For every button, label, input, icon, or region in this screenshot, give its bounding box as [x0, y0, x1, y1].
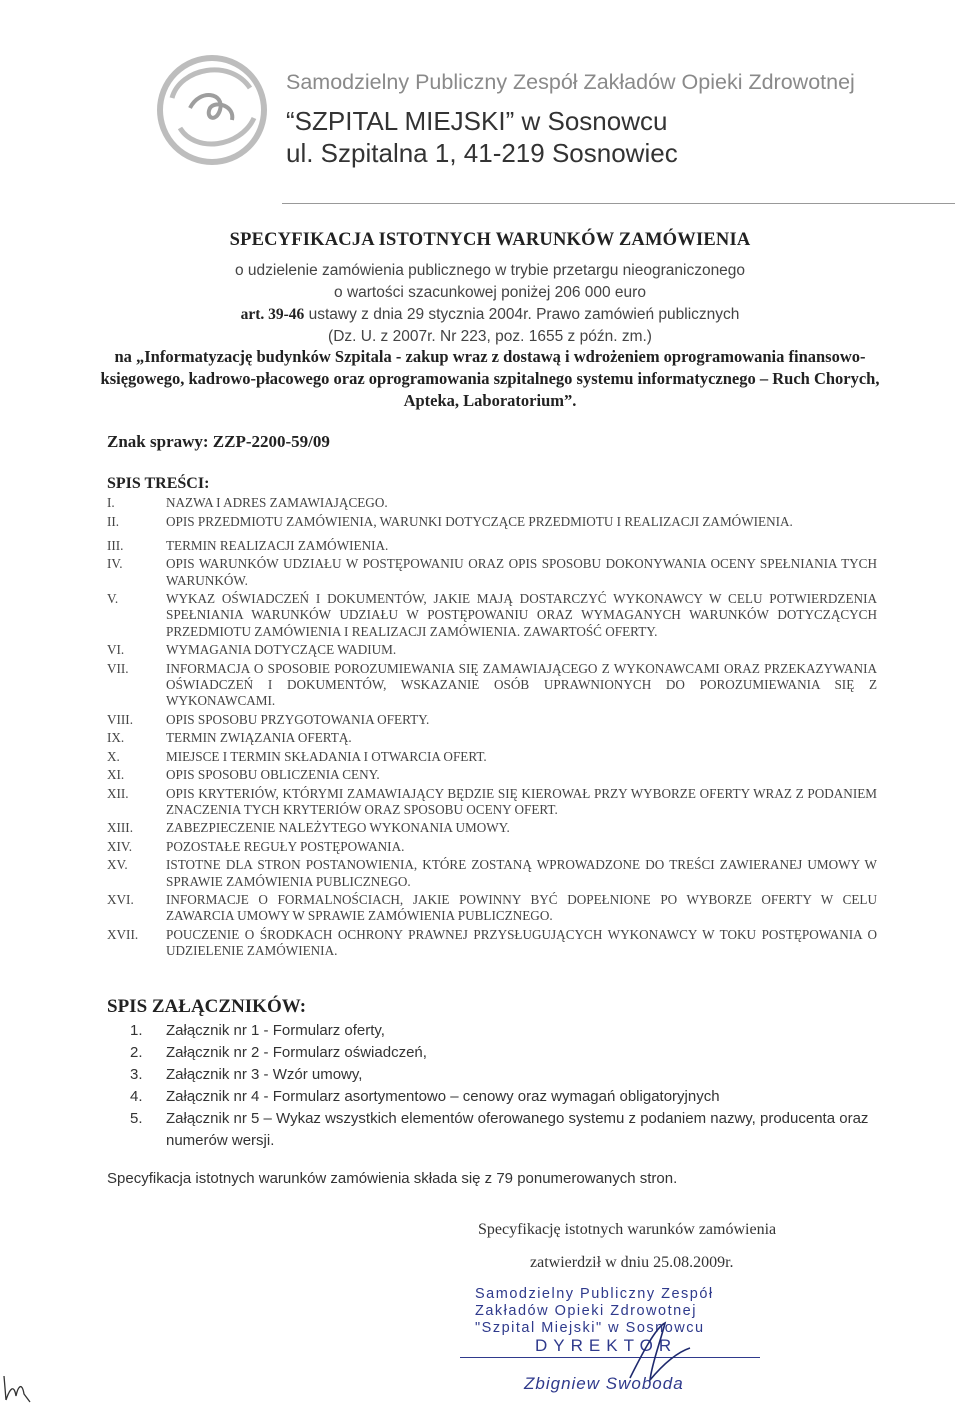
toc-item	[107, 495, 877, 511]
attachment-text: Załącznik nr 4 - Formularz asortymentowo – cenowy oraz wymagań obligatoryjnych	[166, 1088, 720, 1105]
toc-item	[107, 820, 877, 836]
toc-item-number: VI.	[107, 642, 125, 658]
toc-item	[107, 642, 877, 658]
attachment-text: Załącznik nr 2 - Formularz oświadczeń,	[166, 1044, 427, 1061]
toc-item-number: XVI.	[107, 891, 134, 907]
toc-item	[107, 927, 877, 960]
attachment-item	[130, 1042, 870, 1064]
toc-item-number: IV.	[107, 556, 123, 572]
toc-item	[107, 591, 877, 640]
toc-item-text: OPIS PRZEDMIOTU ZAMÓWIENIA, WARUNKI DOTYCZĄCE PRZEDMIOTU I REALIZACJI ZAMÓWIENIA.	[166, 514, 793, 530]
attachment-text: Załącznik nr 1 - Formularz oferty,	[166, 1022, 385, 1039]
toc-item	[107, 857, 877, 890]
hospital-name: “SZPITAL MIEJSKI” w Sosnowcu	[286, 106, 668, 136]
attachments-heading: SPIS ZAŁĄCZNIKÓW:	[107, 996, 307, 1017]
document-title: SPECYFIKACJA ISTOTNYCH WARUNKÓW ZAMÓWIENIA	[229, 230, 751, 250]
attachments-list	[130, 1020, 870, 1152]
toc-item-number: XVII.	[107, 926, 139, 942]
toc-item-text: TERMIN ZWIĄZANIA OFERTĄ.	[166, 730, 352, 746]
toc-item-text: WYKAZ OŚWIADCZEŃ I DOKUMENTÓW, JAKIE MAJĄ DOSTARCZYĆ WYKONAWCY W CELU POTWIERDZENIA SPEŁNIANIA WARUNKÓW UDZIAŁU W POSTĘPOWANIU ORAZ WYMAGANYCH WARUNKÓW DOTYCZĄCYCH PRZEDMIOTU ZAMÓWIENIA I REALIZACJI ZAMÓWIENIA. ZAWARTOŚĆ OFERTY.	[166, 591, 877, 639]
attachment-number: 2.	[130, 1044, 143, 1061]
toc-item-text: INFORMACJA O SPOSOBIE POROZUMIEWANIA SIĘ ZAMAWIAJĄCEGO Z WYKONAWCAMI ORAZ PRZEKAZYWANIA OŚWIADCZEŃ I DOKUMENTÓW, WSKAZANIE OSÓB UPRAWNIONYCH DO POROZUMIEWANIA SIĘ Z WYKONAWCAMI.	[166, 660, 877, 709]
title-line-3	[100, 304, 880, 326]
case-number: Znak sprawy: ZZP-2200-59/09	[107, 432, 330, 451]
stamp-line-3: "Szpital Miejski" w Sosnowcu	[475, 1320, 705, 1336]
toc-item	[107, 730, 877, 746]
stamp-line-1: Samodzielny Publiczny Zespół	[475, 1286, 714, 1302]
attachment-item	[130, 1064, 870, 1086]
header-divider	[282, 203, 955, 204]
toc-item	[107, 749, 877, 765]
procurement-subject: na „Informatyzację budynków Szpitala - zakup wraz z dostawą i wdrożeniem oprogramowania finansowo-księgowego, kadrowo-płacowego oraz oprogramowania szpitalnego systemu informatycznego – Ruch Chorych, Apteka, Laboratorium”.	[100, 347, 880, 410]
attachment-text: Załącznik nr 3 - Wzór umowy,	[166, 1066, 363, 1083]
toc-item-text: OPIS WARUNKÓW UDZIAŁU W POSTĘPOWANIU ORAZ OPIS SPOSOBU DOKONYWANIA OCENY SPEŁNIANIA TYCH WARUNKÓW.	[166, 556, 877, 588]
stamp-name: Zbigniew Swoboda	[524, 1374, 684, 1393]
toc-item	[107, 786, 877, 819]
toc-item-text: OPIS SPOSOBU PRZYGOTOWANIA OFERTY.	[166, 711, 430, 727]
attachment-text: Załącznik nr 5 – Wykaz wszystkich elementów oferowanego systemu z podaniem nazwy, producenta oraz numerów wersji.	[166, 1110, 869, 1149]
toc-item-text: ZABEZPIECZENIE NALEŻYTEGO WYKONANIA UMOWY.	[166, 820, 510, 836]
stamp-title: DYREKTOR	[535, 1336, 678, 1355]
toc-item-text: WYMAGANIA DOTYCZĄCE WADIUM.	[166, 642, 397, 658]
toc-item-number: VII.	[107, 660, 129, 676]
toc-item	[107, 767, 877, 783]
toc-item	[107, 514, 877, 530]
title-line-4: (Dz. U. z 2007r. Nr 223, poz. 1655 z późn. zm.)	[328, 328, 652, 345]
toc-heading: SPIS TREŚCI:	[107, 475, 210, 492]
toc-item-text: NAZWA I ADRES ZAMAWIAJĄCEGO.	[166, 495, 388, 510]
toc-item-text: INFORMACJE O FORMALNOŚCIACH, JAKIE POWINNY BYĆ DOPEŁNIONE PO WYBORZE OFERTY W CELU ZAWARCIA UMOWY W SPRAWIE ZAMÓWIENIA PUBLICZNEGO.	[166, 891, 877, 924]
approval-date: zatwierdził w dniu 25.08.2009r.	[530, 1254, 734, 1271]
organization-name: Samodzielny Publiczny Zespół Zakładów Opieki Zdrowotnej	[286, 70, 855, 94]
toc-item	[107, 892, 877, 925]
approval-line-1: Specyfikację istotnych warunków zamówienia	[478, 1221, 777, 1238]
attachment-number: 4.	[130, 1088, 143, 1105]
toc-item-number: I.	[107, 495, 115, 510]
toc-item-number: V.	[107, 591, 119, 607]
stamp-line-2: Zakładów Opieki Zdrowotnej	[475, 1303, 697, 1319]
toc-item-number: XIV.	[107, 838, 133, 854]
toc-item-number: XV.	[107, 857, 128, 873]
toc-item-text: OPIS KRYTERIÓW, KTÓRYMI ZAMAWIAJĄCY BĘDZIE SIĘ KIEROWAŁ PRZY WYBORZE OFERTY WRAZ Z PODANIEM ZNACZENIA TYCH KRYTERIÓW ORAZ SPOSOBU OCENY OFERT.	[166, 785, 877, 817]
toc-item-number: XI.	[107, 767, 125, 783]
title-line-2: o wartości szacunkowej poniżej 206 000 euro	[334, 284, 646, 301]
toc-item-text: TERMIN REALIZACJI ZAMÓWIENIA.	[166, 537, 389, 553]
hospital-logo	[150, 48, 272, 170]
title-article: art. 39-46	[240, 306, 305, 323]
attachment-item	[130, 1020, 870, 1042]
handwritten-signature	[620, 1318, 700, 1388]
margin-initials	[0, 1366, 34, 1406]
toc-item-text: ISTOTNE DLA STRON POSTANOWIENIA, KTÓRE ZOSTANĄ WPROWADZONE DO TREŚCI ZAWIERANEJ UMOWY W SPRAWIE ZAMÓWIENIA PUBLICZNEGO.	[166, 857, 877, 889]
attachment-item	[130, 1086, 870, 1108]
toc-item-number: II.	[107, 514, 120, 530]
title-line-1: o udzielenie zamówienia publicznego w trybie przetargu nieograniczonego	[234, 262, 746, 279]
toc-item-number: VIII.	[107, 711, 133, 727]
toc-item	[107, 556, 877, 589]
toc-item	[107, 839, 877, 855]
toc-item-text: POUCZENIE O ŚRODKACH OCHRONY PRAWNEJ PRZYSŁUGUJĄCYCH WYKONAWCY W TOKU POSTĘPOWANIA O UDZIELENIE ZAMÓWIENIA.	[166, 926, 877, 959]
toc-item	[107, 538, 877, 554]
toc-item-number: III.	[107, 537, 124, 553]
toc-item	[107, 712, 877, 728]
attachment-number: 5.	[130, 1110, 143, 1127]
toc-item-text: POZOSTAŁE REGUŁY POSTĘPOWANIA.	[166, 838, 405, 854]
page-count-statement: Specyfikacja istotnych warunków zamówienia składa się z 79 ponumerowanych stron.	[107, 1170, 678, 1187]
toc-item-number: X.	[107, 748, 120, 764]
attachment-number: 1.	[130, 1022, 143, 1039]
toc-item-text: MIEJSCE I TERMIN SKŁADANIA I OTWARCIA OFERT.	[166, 748, 487, 764]
title-law: ustawy z dnia 29 stycznia 2004r. Prawo zamówień publicznych	[304, 306, 740, 323]
hospital-address: ul. Szpitalna 1, 41-219 Sosnowiec	[286, 138, 678, 168]
stamp-rule	[460, 1357, 760, 1358]
toc-item	[107, 661, 877, 710]
toc-item-text: OPIS SPOSOBU OBLICZENIA CENY.	[166, 767, 380, 783]
table-of-contents	[107, 495, 877, 960]
toc-item-number: IX.	[107, 730, 125, 746]
attachment-item	[130, 1108, 870, 1152]
toc-item-number: XII.	[107, 785, 129, 801]
attachment-number: 3.	[130, 1066, 143, 1083]
toc-item-number: XIII.	[107, 820, 133, 836]
